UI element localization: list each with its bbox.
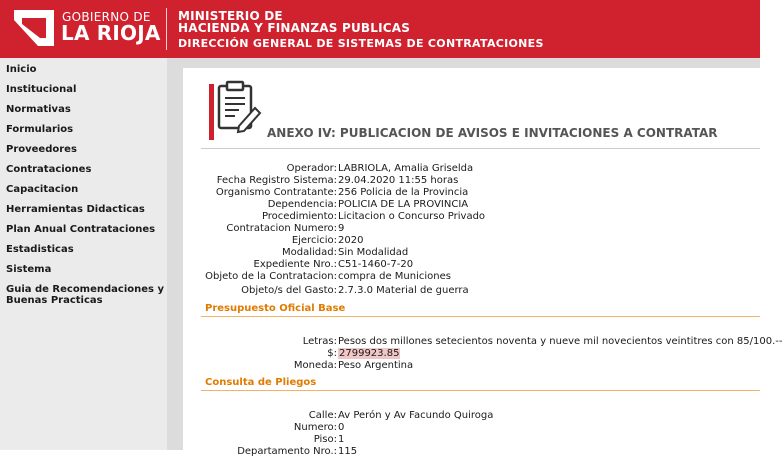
document-clipboard-icon	[209, 80, 261, 140]
field-value: 115	[338, 446, 358, 457]
field-value: 29.04.2020 11:55 horas	[338, 175, 459, 186]
sidebar-item-normativas[interactable]: Normativas	[6, 104, 71, 115]
sidebar-item-estadisticas[interactable]: Estadisticas	[6, 244, 74, 255]
field-value: POLICIA DE LA PROVINCIA	[338, 199, 469, 210]
field-label: $:	[327, 348, 337, 359]
field-value: C51-1460-7-20	[338, 259, 414, 270]
field-label: Departamento Nro.:	[237, 446, 337, 457]
field-value: 9	[338, 223, 345, 234]
monto-highlight: 2799923.85	[339, 348, 400, 359]
sidebar-item-inicio[interactable]: Inicio	[6, 64, 37, 75]
sidebar-item-proveedores[interactable]: Proveedores	[6, 144, 77, 155]
logo-text-big: LA RIOJA	[61, 21, 161, 45]
field-value: Av Perón y Av Facundo Quiroga	[338, 410, 494, 421]
field-label: Organismo Contratante:	[215, 187, 337, 198]
field-value: 2020	[338, 235, 364, 246]
sidebar-item-herramientas[interactable]: Herramientas Didacticas	[6, 204, 145, 215]
section-divider	[201, 390, 760, 391]
field-value: Peso Argentina	[338, 360, 414, 371]
sidebar-item-sistema[interactable]: Sistema	[6, 264, 52, 275]
field-label: Letras:	[302, 336, 337, 347]
page-title: ANEXO IV: PUBLICACION DE AVISOS E INVITACIONES A CONTRATAR	[267, 126, 718, 140]
field-value: Licitacion o Concurso Privado	[338, 211, 486, 222]
field-label: Fecha Registro Sistema:	[216, 175, 337, 186]
field-label: Moneda:	[293, 360, 337, 371]
field-value: LABRIOLA, Amalia Griselda	[338, 163, 474, 174]
field-label: Modalidad:	[282, 247, 337, 258]
sidebar-item-capacitacion[interactable]: Capacitacion	[6, 184, 79, 195]
field-label: Expediente Nro.:	[253, 259, 337, 270]
field-value: 0	[338, 422, 345, 433]
field-value-letras: Pesos dos millones setecientos noventa y nueve mil novecientos veintitres con 85/100.--	[338, 336, 783, 347]
field-label: Contratacion Numero:	[226, 223, 337, 234]
field-label: Objeto de la Contratacion:	[205, 271, 337, 282]
section-title-presupuesto: Presupuesto Oficial Base	[205, 303, 346, 314]
field-label: Ejercicio:	[291, 235, 337, 246]
sidebar-item-plan-anual[interactable]: Plan Anual Contrataciones	[6, 224, 156, 235]
sidebar-item-guia[interactable]: Guia de Recomendaciones y Buenas Practicas	[6, 284, 164, 306]
title-divider	[201, 148, 760, 149]
header-divider	[166, 8, 167, 50]
field-value: 256 Policia de la Provincia	[338, 187, 469, 198]
field-label: Piso:	[313, 434, 337, 445]
sidebar-item-institucional[interactable]: Institucional	[6, 84, 77, 95]
header-ministry-name: HACIENDA Y FINANZAS PUBLICAS	[178, 21, 411, 35]
field-label: Calle:	[308, 410, 337, 421]
content-card	[183, 68, 783, 457]
sidebar-nav	[0, 58, 167, 450]
field-label: Procedimiento:	[261, 211, 337, 222]
field-value: compra de Municiones	[338, 271, 451, 282]
section-divider	[201, 316, 760, 317]
field-label: Objeto/s del Gasto:	[241, 285, 337, 296]
field-value: 1	[338, 434, 345, 445]
field-value: 2.7.3.0 Material de guerra	[338, 285, 469, 296]
field-label: Operador:	[286, 163, 337, 174]
field-label: Numero:	[293, 422, 337, 433]
section-title-pliegos: Consulta de Pliegos	[205, 377, 317, 388]
field-value: Sin Modalidad	[338, 247, 409, 258]
header-direction: DIRECCIÓN GENERAL DE SISTEMAS DE CONTRATACIONES	[178, 37, 544, 50]
logo-text-small: GOBIERNO DE	[62, 10, 151, 24]
la-rioja-logo-icon[interactable]	[12, 6, 56, 50]
sidebar-item-formularios[interactable]: Formularios	[6, 124, 74, 135]
header-ministry: MINISTERIO DE	[178, 9, 283, 23]
site-header	[0, 0, 760, 58]
field-label: Dependencia:	[267, 199, 337, 210]
sidebar-item-contrataciones[interactable]: Contrataciones	[6, 164, 92, 175]
main-content	[167, 58, 783, 457]
field-value-monto	[338, 348, 400, 359]
